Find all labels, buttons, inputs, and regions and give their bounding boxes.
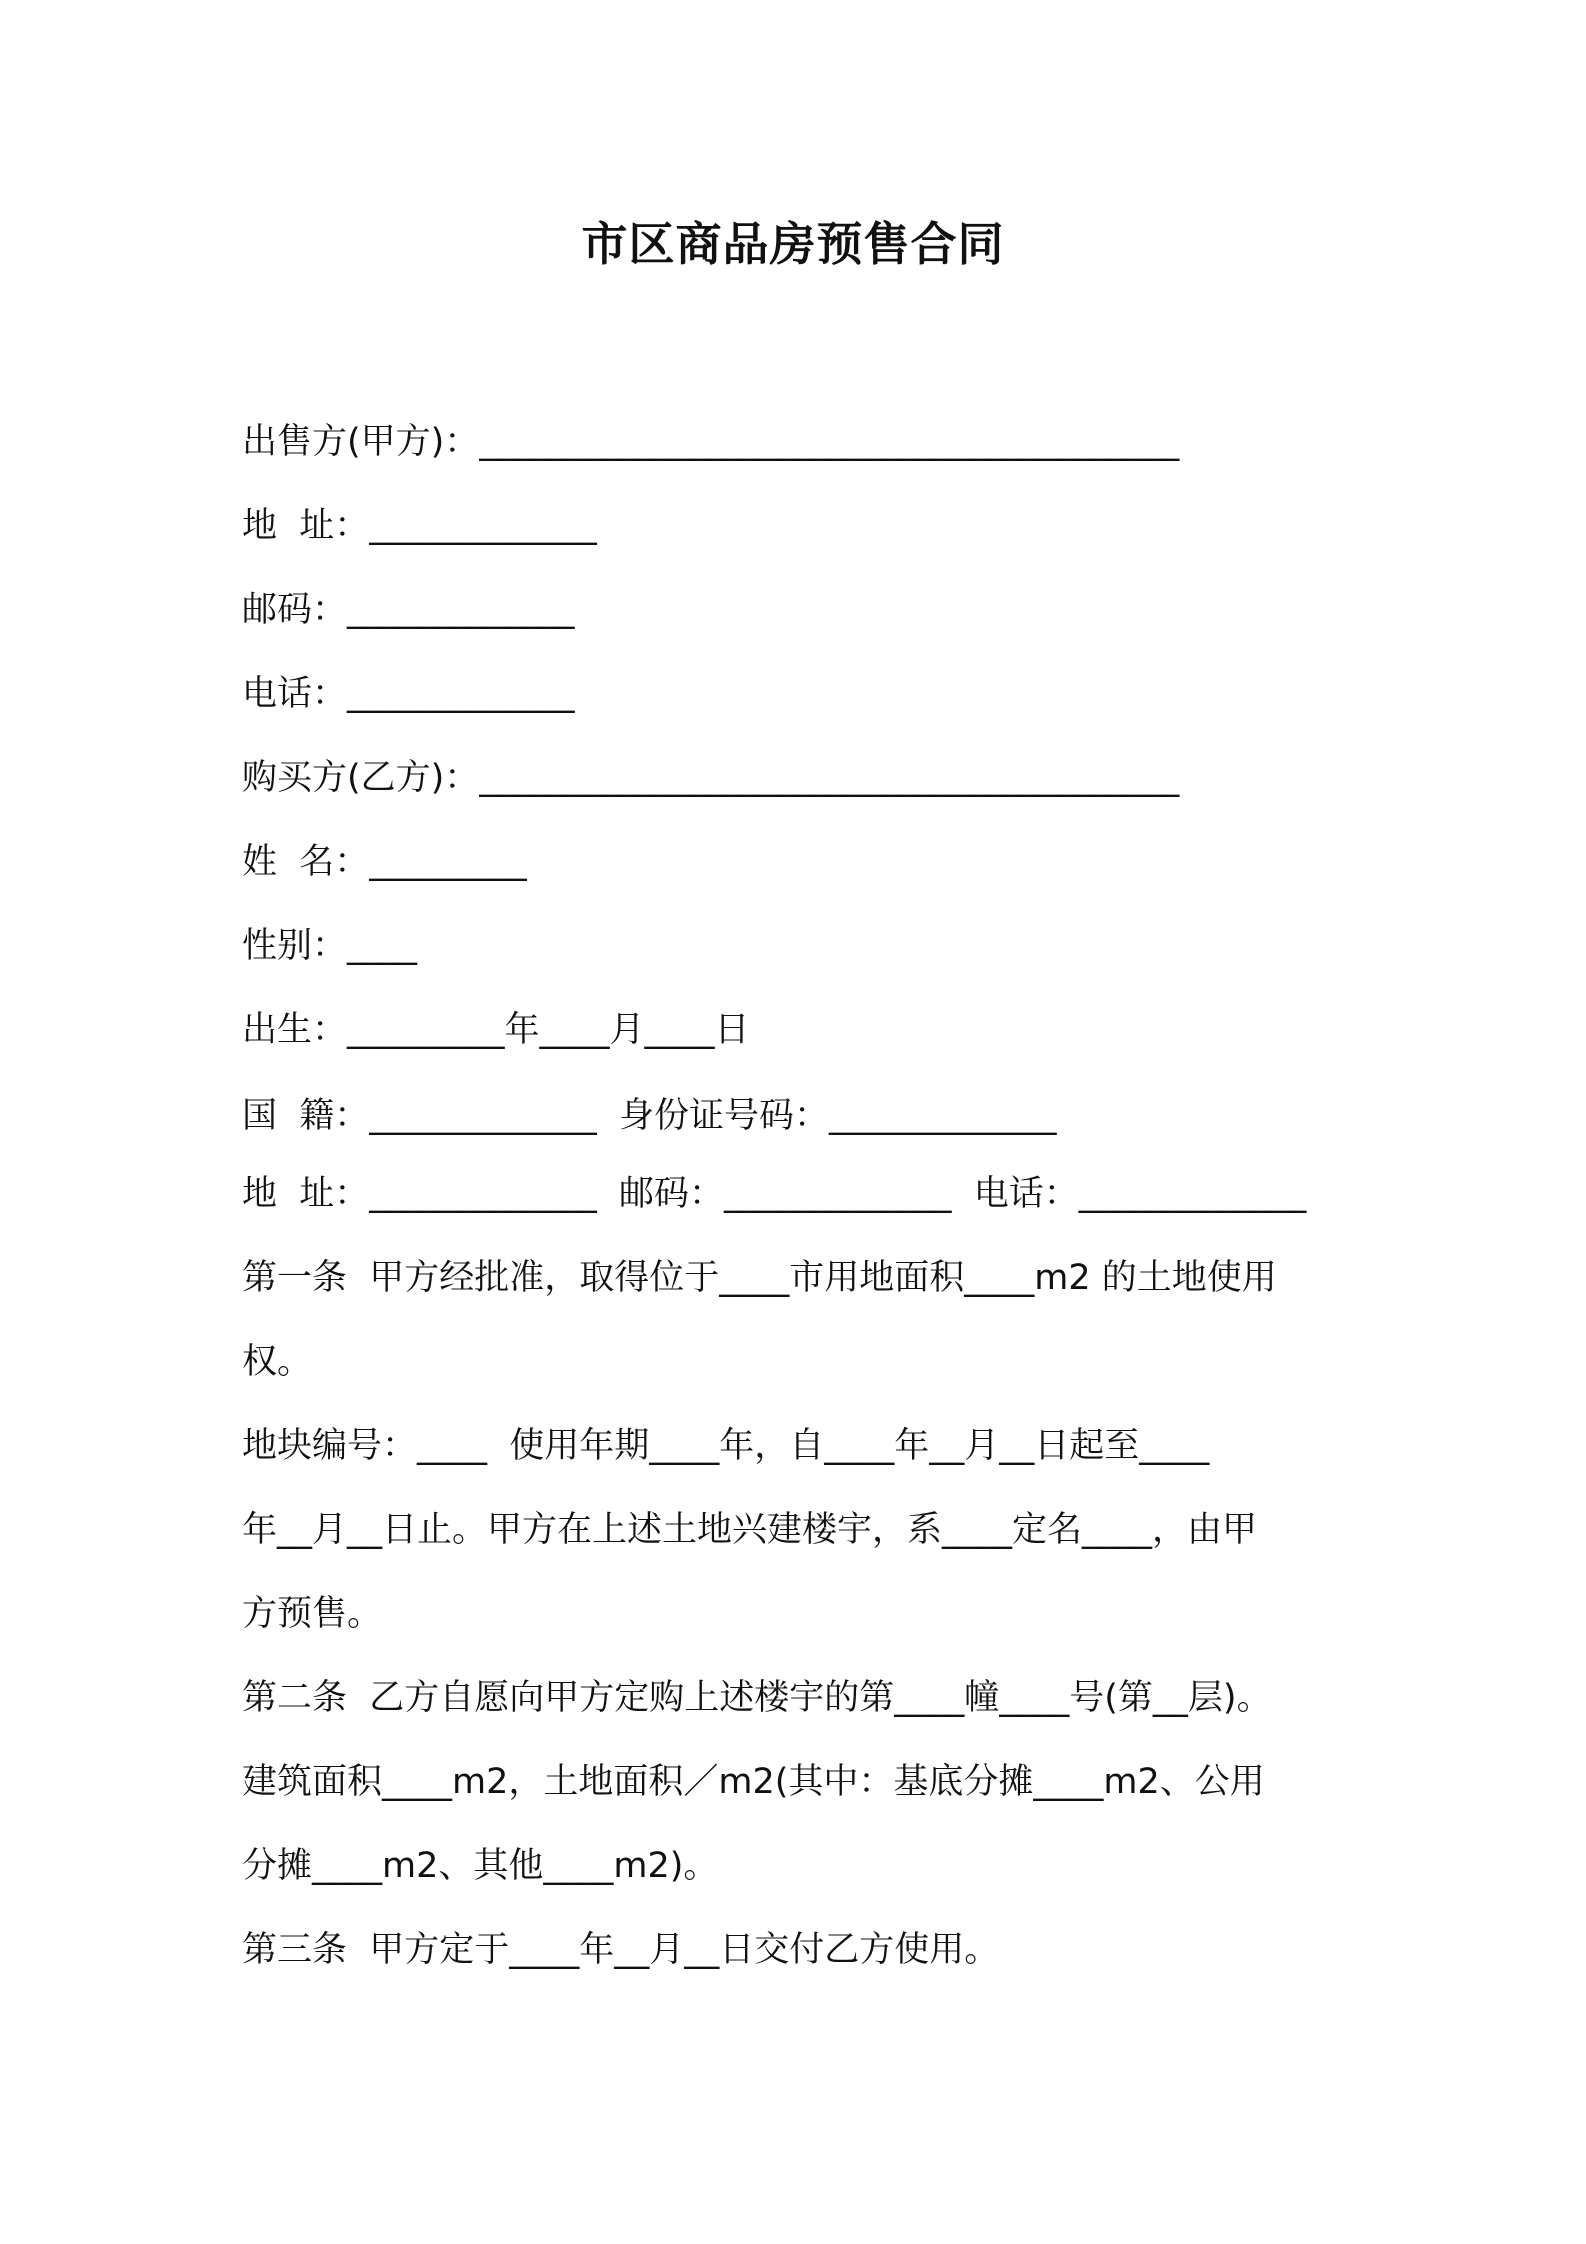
- article-3-line-1: 第三条 甲方定于____年__月__日交付乙方使用。: [242, 1930, 1000, 1970]
- seller-phone-line: 电话：_____________: [242, 674, 575, 714]
- article-1-line-5: 方预售。: [242, 1594, 383, 1634]
- article-1-line-2: 权。: [242, 1342, 313, 1382]
- article-2-line-3: 分摊____m2、其他____m2)。: [242, 1846, 719, 1886]
- buyer-name-line: 姓 名：_________: [242, 842, 527, 882]
- seller-line: 出售方(甲方)：________________________________________: [242, 422, 1180, 462]
- article-1-line-4: 年__月__日止。甲方在上述土地兴建楼宇，系____定名____，由甲: [242, 1510, 1258, 1550]
- seller-postcode-line: 邮码：_____________: [242, 590, 575, 630]
- article-2-line-2: 建筑面积____m2，土地面积／m2(其中：基底分摊____m2、公用: [242, 1762, 1265, 1802]
- document-title: 市区商品房预售合同: [581, 217, 1005, 271]
- article-2-line-1: 第二条 乙方自愿向甲方定购上述楼宇的第____幢____号(第__层)。: [242, 1678, 1272, 1718]
- buyer-gender-line: 性别：____: [242, 926, 418, 966]
- article-1-line-3: 地块编号：____ 使用年期____年，自____年__月__日起至____: [242, 1426, 1210, 1466]
- buyer-nationality-line: 国 籍：_____________ 身份证号码：_____________: [242, 1096, 1057, 1136]
- buyer-line: 购买方(乙方)：________________________________________: [242, 758, 1180, 798]
- seller-address-line: 地 址：_____________: [242, 506, 597, 546]
- buyer-birth-line: 出生：_________年____月____日: [242, 1010, 750, 1050]
- buyer-contact-line: 地 址：_____________ 邮码：_____________ 电话：_____________: [242, 1174, 1307, 1214]
- article-1-line-1: 第一条 甲方经批准，取得位于____市用地面积____m2 的土地使用: [242, 1258, 1277, 1298]
